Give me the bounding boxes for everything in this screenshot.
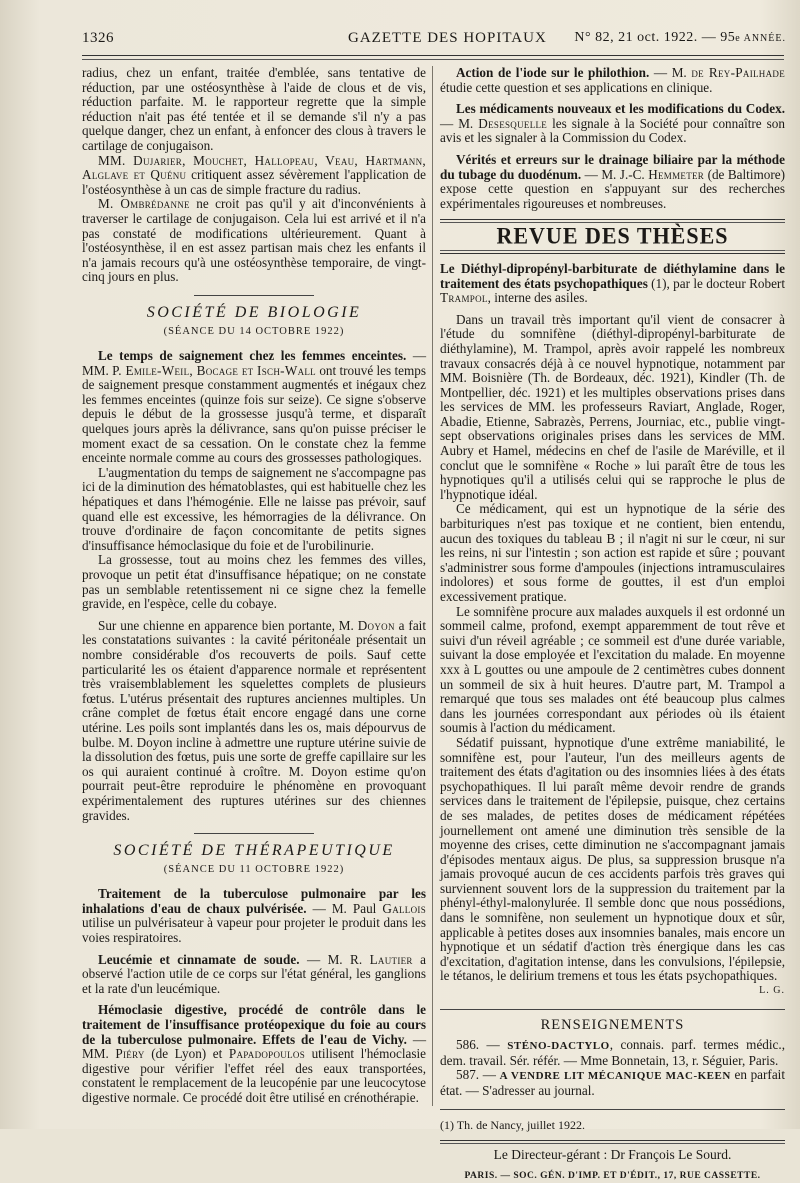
therapeutique-entry-1 [82, 887, 426, 945]
classified-text: en parfait état. — S'adresser au journal. [440, 1067, 785, 1098]
entry-pre: — M. [440, 115, 479, 131]
entry-text: a fait les constatations suivantes : la cavité péritonéale présentait un nombre considérable d'os recouverts de poils. Sauf cette particularité les os étaient d'apparence normale et représentent très vraisemblablement les squelettes complets de plusieurs fœtus. L'utérus présentait des ruptures anciennes multiples. Un crâne complet de fœtus était encore engagé dans une corne utérine. Les poils sont implantés dans les os, mais dépourvus de bulbe. M. Doyon incline à admettre une rupture utérine suivie de la dissolution des fœtus, puis une sorte de greffe capillaire sur les os qui auraient continué à croître. M. Doyon estime qu'on pourrait peut-être reproduire le phénomène en provoquant expérimentalement des ruptures utérines sur des chiennes gravides. [82, 617, 427, 823]
page-number: 1326 [82, 30, 114, 46]
revue-des-theses-title: REVUE DES THÈSES [496, 222, 729, 249]
classified-text: , connais. parf. termes médic., dem. travail. Sér. référ. — Mme Bonnetain, 13, r. Séguier, Paris. [440, 1037, 786, 1068]
entry-text: ont trouvé les temps de saignement presque constamment augmentés et inégaux chez les femmes enceintes (quinze fois sur seize). Ce signe s'observe depuis le début de la grossesse jusqu'à terme, et disparaît quelques jours après la délivrance, sans qu'on puisse préciser le moment exact de sa cessation. On le constate chez la femme enceinte normale comme au cours des grossesses pathologiques. [82, 362, 426, 466]
entry-text: étudie cette question et ses applications en clinique. [440, 79, 713, 95]
entry-title: Vérités et erreurs sur le drainage biliaire par la méthode du tubage du duodénum. [440, 151, 785, 182]
biologie-seance: (SÉANCE DU 14 OCTOBRE 1922) [163, 325, 345, 337]
thesis-title: Le Diéthyl-dipropényl-barbiturate de diéthylamine dans le traitement des états psychopathiques [440, 260, 785, 291]
section-rule [194, 833, 314, 834]
page-header [80, 30, 792, 52]
biologie-title: SOCIÉTÉ DE BIOLOGIE [146, 303, 362, 321]
revue-rule [440, 253, 785, 254]
ombredanne-text: ne croit pas qu'il y ait d'inconvénients à traverser le cartilage de conjugaison. Cela lui est arrivé et il n'a pas constaté de modifications ultérieurement. Quant à l'ostéosynthèse, il en est assez partisan mais chez les enfants il n'a jamais recours qu'à une ostéosynthèse temporaire, de vingt-cinq jours en plus. [82, 196, 426, 285]
right-column [440, 66, 785, 1183]
therapeutique-seance: (SÉANCE DU 11 OCTOBRE 1922) [163, 863, 345, 875]
entry-author: Gallois [382, 900, 426, 916]
thesis-paragraph-2: Ce médicament, qui est un hypnotique de la série des barbituriques n'est pas toxique et ne contient, bien entendu, aucun des toxiques du tableau B ; il n'agit ni sur le cœur, ni sur les reins, ni sur l'intestin ; son action est rapide et sûre ; pouvant s'administrer sous forme d'ampoules (injections intramusculaires indolores) et sous forme de gouttes, il est d'un emploi excessivement pratique. [440, 501, 785, 604]
entry-author: Piéry [115, 1046, 145, 1062]
entry-authors: P. Emile-Weil, Bocage et Isch-Wall [112, 362, 316, 378]
ombredanne-paragraph [82, 197, 426, 285]
footer-rule [440, 1140, 785, 1141]
entry-author: Papadopoulos [228, 1046, 305, 1062]
revue-rule [440, 250, 785, 251]
thesis-signature: L. G. [759, 985, 785, 997]
footnote-rule [440, 1109, 785, 1110]
article-codex [440, 102, 785, 146]
issue-suffix: e ANNÉE. [735, 33, 786, 44]
therapeutique-entry-2 [82, 953, 426, 997]
entry-author: de Rey-Pailhade [691, 65, 785, 80]
entry-text: les signale à la Société pour connaître son avis et les signaler à la Commission du Codex. [440, 115, 785, 146]
entry-title: Traitement de la tuberculose pulmonaire par les inhalations d'eau de chaux pulvérisée. [82, 886, 426, 916]
therapeutique-entry-3 [82, 1003, 426, 1105]
entry-text: utilisent l'hémoclasie digestive pour vérifier l'effet réel des eaux transportées, constatent le remplacement de la leucopénie par une leucocytose digestive normale. Ce procédé doit être utilisé en crénothérapie. [82, 1046, 427, 1105]
biologie-entry-1-p2: L'augmentation du temps de saignement ne s'accompagne pas ici de la diminution des hématoblastes, qui est habituelle chez les hépatiques et dans l'hémogénie. Elle ne laisse pas prévoir, sauf quand elle est excessive, les hémorragies de la délivrance. On trouve d'ordinaire de façon concomitante de petits signes d'insuffisance hémoclasique du foie et de l'urobilinurie. [82, 464, 426, 553]
entry-text: a observé l'action utile de ce corps sur l'état général, les ganglions et la rate d'un leucémique. [82, 951, 427, 996]
issue-number: N° 82, 21 oct. 1922. — 95 [574, 30, 736, 45]
classified-587 [440, 1068, 785, 1098]
entry-author: Desesquelle [478, 115, 548, 131]
journal-title: GAZETTE DES HOPITAUX [348, 30, 547, 46]
column-divider [432, 66, 433, 1106]
entry-author: Doyon [357, 617, 395, 633]
entry-mid: (de Lyon) et [144, 1046, 229, 1062]
therapeutique-title: SOCIÉTÉ DE THÉRAPEUTIQUE [113, 842, 395, 860]
header-rule-secondary [82, 59, 784, 60]
entry-title: Le temps de saignement chez les femmes enceintes. [98, 348, 407, 364]
entry-text: (de Baltimore) expose cette question en s'appuyant sur des recherches expérimentales rigoureuses et nombreuses. [440, 166, 785, 211]
thesis-paragraph-4: Sédatif puissant, hypnotique d'une extrême maniabilité, le somnifène est, pour l'auteur, l'un des meilleurs agents de traitement des états d'agitation ou des insomnies liées à des états psychopathiques. Il lui paraît même devoir rendre de grands services dans le traitement de l'épilepsie, puisque, chez certains de ses malades, de petites doses de médicament répétées journellement ont amené une diminution très sensible de la moyenne des crises, cette diminution ne s'accompagnant jamais d'épisodes mentaux aigus. De plus, sa suppression brusque n'a jamais provoqué aucun de ces accidents parfois très graves qui surviennent souvent lors de la suppression du traitement par la phényl-éthyl-malonylurée. Il semble donc que nous possédions, dans le somnifène, non seulement un hypnotique doux et sûr, applicable à petites doses aux insomnies banales, mais encore un hypnotique et un sédatif d'action très énergique dans les cas d'excitation, d'agitation intense, dans les convulsions, l'épilepsie, le tétanos, le delirium tremens et tous les états psychopathiques. [440, 734, 785, 984]
critique-authors: MM. Dujarier, Mouchet, Hallopeau, Veau, Hartmann, Alglave et Quénu [82, 152, 426, 183]
classified-number: 586. — [456, 1037, 508, 1053]
director-line: Le Directeur-gérant : Dr François Le Sourd. [493, 1147, 732, 1163]
thesis-ref: (1), par le docteur Robert [647, 275, 785, 291]
biologie-entry-2 [82, 619, 426, 823]
entry-pre: — M. R. [299, 951, 370, 967]
classified-number: 587. — [456, 1067, 500, 1083]
biologie-entry-1 [82, 349, 426, 466]
critique-paragraph [82, 154, 426, 198]
classified-586 [440, 1038, 785, 1068]
entry-author: Hemmeter [648, 166, 705, 182]
entry-pre: Sur une chienne en apparence bien portante, M. [98, 617, 358, 633]
entry-title: Leucémie et cinnamate de soude. [98, 951, 300, 967]
footer-rule [440, 1143, 785, 1144]
entry-pre: — M. Paul [306, 900, 383, 916]
article-iode [440, 66, 785, 95]
thesis-heading [440, 262, 785, 306]
issue-info [574, 30, 786, 46]
entry-separator: — MM. [82, 348, 427, 378]
entry-pre: — M. J.-C. [581, 166, 649, 182]
entry-title: Action de l'iode sur le philothion. [456, 65, 650, 80]
thesis-after: , interne des asiles. [487, 290, 588, 306]
entry-pre: — M. [649, 65, 692, 80]
header-rule [82, 55, 784, 56]
entry-title: Hémoclasie digestive, procédé de contrôle dans le traitement de l'insuffisance protéopexique du foie au cours de la tuberculose pulmonaire. Effets de l'eau de Vichy. [82, 1002, 426, 1047]
critique-text: critiquent assez sévèrement l'application de l'ostéosynthèse à un cas de simple fracture du radius. [82, 167, 426, 197]
printer-line: PARIS. — SOC. GÉN. D'IMP. ET D'ÉDIT., 17, RUE CASSETTE. [464, 1170, 761, 1181]
entry-author: Lautier [369, 951, 413, 967]
footnote: (1) Th. de Nancy, juillet 1922. [440, 1117, 585, 1132]
revue-rule [440, 219, 785, 220]
entry-title: Les médicaments nouveaux et les modifications du Codex. [456, 101, 785, 117]
classified-title: STÉNO-DACTYLO [507, 1040, 610, 1053]
thesis-paragraph-3: Le somnifène procure aux malades auxquels il est ordonné un sommeil calme, profond, exempt apparemment de tout rêve et suivi d'un réveil agréable ; ce sommeil est d'une durée variable, suivant la dose employée et l'excitation du malade. En moyenne xxx à L gouttes ou une ampoule de 2 centimètres cubes donnent un sommeil de six à huit heures. D'autre part, M. Trampol a remarqué que tous ses malades ont été beaucoup plus calmes dans les journées correspondant aux périodes où ils étaient soumis à l'action du médicament. [440, 603, 785, 736]
classified-title: A VENDRE LIT MÉCANIQUE MAC-KEEN [499, 1070, 731, 1083]
article-drainage [440, 153, 785, 211]
thesis-paragraph-1: Dans un travail très important qu'il vient de consacrer à l'étude du somnifène (diéthyl-dipropényl-barbiturate de diéthylamine), M. Trampol, après avoir rappelé les nombreux travaux consacrés déjà à ce nouvel hypnotique, notamment par MM. Boisnière (Th. de Bordeaux, déc. 1921), Kindler (Th. de Montpellier, déc. 1921) et les multiples observations prises dans les services de MM. les professeurs Raviart, Anglade, Roger, Abadie, Etienne, Sabrazès, Perrens, Journiac, etc., publie vingt-sept observations originales prises dans les services de MM. Aubry et Hamel, médecins en chef de l'asile de Maréville, et il conclut que le somnifène « Roche » lui paraît être de tous les hypnotiques qu'il a utilisés celui qui se rapproche le plus de l'hypnotique idéal. [440, 311, 785, 502]
biologie-entry-1-p3: La grossesse, tout au moins chez les femmes des villes, provoque un petit état d'insuffisance hépatique; on ne constate pas un semblable retentissement ni ce signe chez la femelle gravide, en l'espèce, celle du cobaye. [82, 552, 426, 612]
entry-text: utilise un pulvérisateur à vapeur pour projeter le produit dans les voies respiratoires. [82, 915, 426, 946]
intro-paragraph: radius, chez un enfant, traitée d'emblée, sans tentative de réduction, par une ostéosynthèse à l'aide de clous et de vis, réduction parfaite. M. le rapporteur regrette que la simple réduction n'ait pas été tentée et il se demande s'il n'y a pas quelque danger, chez un enfant, à enfoncer des clous à travers le cartilage de conjugaison. [82, 65, 426, 153]
ombredanne-name: M. Ombrédanne [98, 196, 190, 212]
renseignements-title: RENSEIGNEMENTS [540, 1016, 685, 1033]
left-column [82, 66, 426, 1106]
section-rule [440, 1009, 785, 1010]
thesis-author: Trampol [440, 290, 488, 306]
entry-pre: — MM. [82, 1031, 427, 1062]
section-rule [194, 295, 314, 296]
